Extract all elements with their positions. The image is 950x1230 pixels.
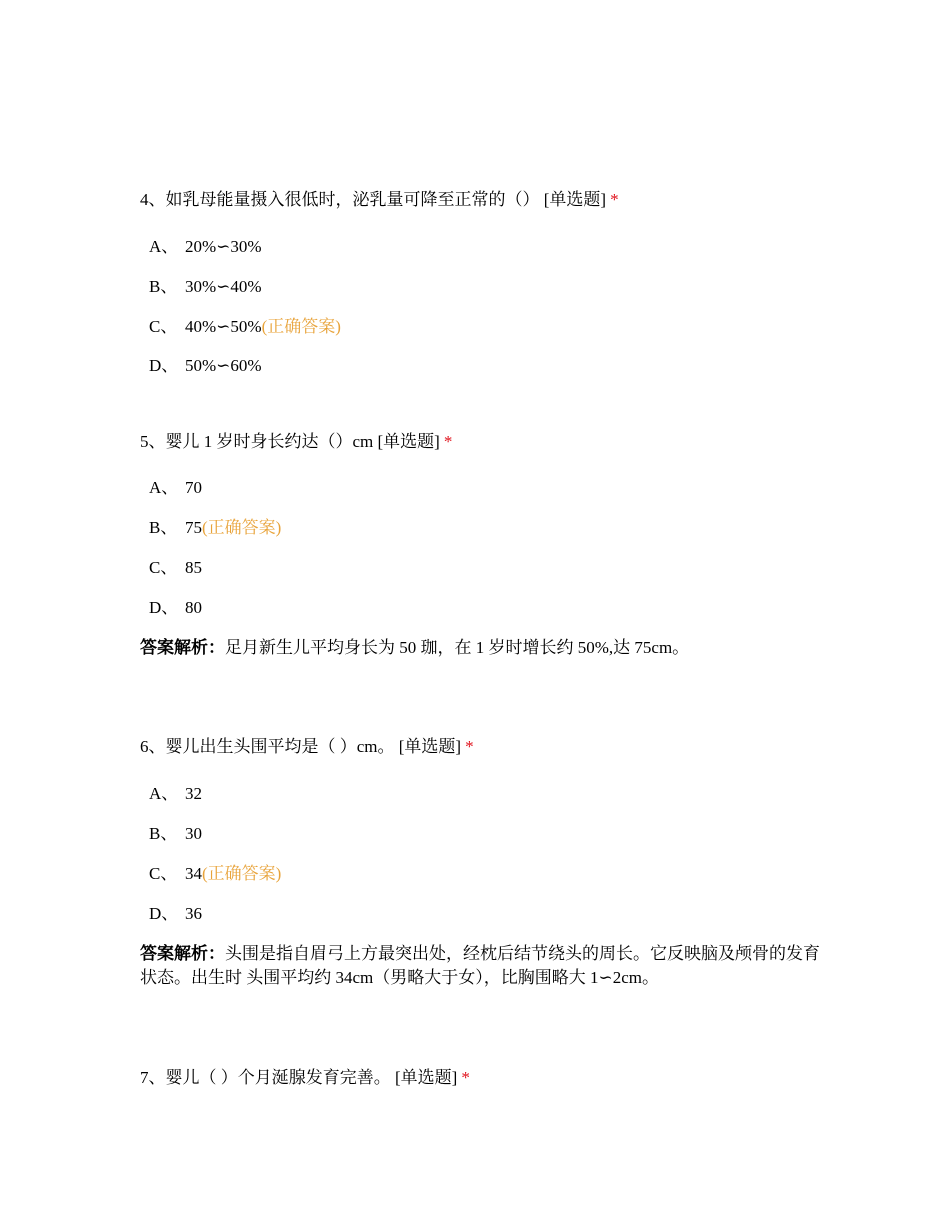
option-text: 30%∽40% (185, 277, 262, 296)
question-5-title (140, 431, 452, 453)
correct-answer-tag: (正确答案) (261, 317, 341, 336)
option-text: 20%∽30% (185, 237, 262, 256)
required-star: * (610, 190, 619, 209)
option-letter: B、 (149, 824, 178, 843)
question-5-text: 5、婴儿 1 岁时身长约达（）cm [单选题] (140, 432, 440, 451)
question-4-option-c[interactable] (149, 316, 341, 338)
question-6-title (140, 736, 474, 758)
option-letter: C、 (149, 864, 178, 883)
option-text: 34 (185, 864, 202, 883)
question-6-option-c[interactable] (149, 863, 281, 885)
question-5-explanation (140, 636, 830, 660)
option-letter: D、 (149, 356, 179, 375)
option-letter: A、 (149, 237, 179, 256)
option-letter: D、 (149, 598, 179, 617)
question-4-text: 4、如乳母能量摄入很低时，泌乳量可降至正常的（） [单选题] (140, 190, 607, 209)
question-6-text: 6、婴儿出生头围平均是（ ）cm。 [单选题] (140, 737, 462, 756)
question-5-option-c[interactable] (149, 557, 202, 579)
option-text: 30 (185, 824, 202, 843)
option-letter: A、 (149, 784, 179, 803)
required-star: * (465, 737, 474, 756)
correct-answer-tag: (正确答案) (202, 864, 282, 883)
option-letter: C、 (149, 558, 178, 577)
option-text: 36 (185, 904, 202, 923)
option-text: 80 (185, 598, 202, 617)
option-text: 85 (185, 558, 202, 577)
question-7-text: 7、婴儿（ ）个月涎腺发育完善。 [单选题] (140, 1068, 458, 1087)
option-text: 32 (185, 784, 202, 803)
question-7-title (140, 1067, 470, 1089)
explanation-text: 足月新生儿平均身长为 50 珈，在 1 岁时增长约 50%,达 75cm。 (225, 638, 690, 657)
explanation-label: 答案解析： (140, 638, 225, 657)
question-6-option-b[interactable] (149, 823, 202, 845)
question-5-option-a[interactable] (149, 477, 202, 499)
question-6-option-d[interactable] (149, 903, 202, 925)
option-letter: B、 (149, 277, 178, 296)
question-5-option-d[interactable] (149, 597, 202, 619)
explanation-text: 头围是指自眉弓上方最突出处，经枕后结节绕头的周长。它反映脑及颅骨的发育状态。出生时 头围平均约 34cm（男略大于女），比胸围略大 1∽2cm。 (140, 944, 820, 987)
question-4-option-b[interactable] (149, 276, 262, 298)
question-5-option-b[interactable] (149, 517, 281, 539)
required-star: * (461, 1068, 470, 1087)
option-text: 50%∽60% (185, 356, 262, 375)
option-text: 40%∽50% (185, 317, 262, 336)
option-letter: C、 (149, 317, 178, 336)
question-4-title (140, 189, 619, 211)
explanation-label: 答案解析： (140, 944, 225, 963)
option-text: 75 (185, 518, 202, 537)
required-star: * (443, 432, 453, 451)
question-4-option-a[interactable] (149, 236, 262, 258)
option-letter: B、 (149, 518, 178, 537)
correct-answer-tag: (正确答案) (202, 518, 282, 537)
question-6-explanation (140, 942, 830, 990)
option-letter: D、 (149, 904, 179, 923)
question-6-option-a[interactable] (149, 783, 202, 805)
option-letter: A、 (149, 478, 179, 497)
question-4-option-d[interactable] (149, 355, 262, 377)
option-text: 70 (185, 478, 202, 497)
